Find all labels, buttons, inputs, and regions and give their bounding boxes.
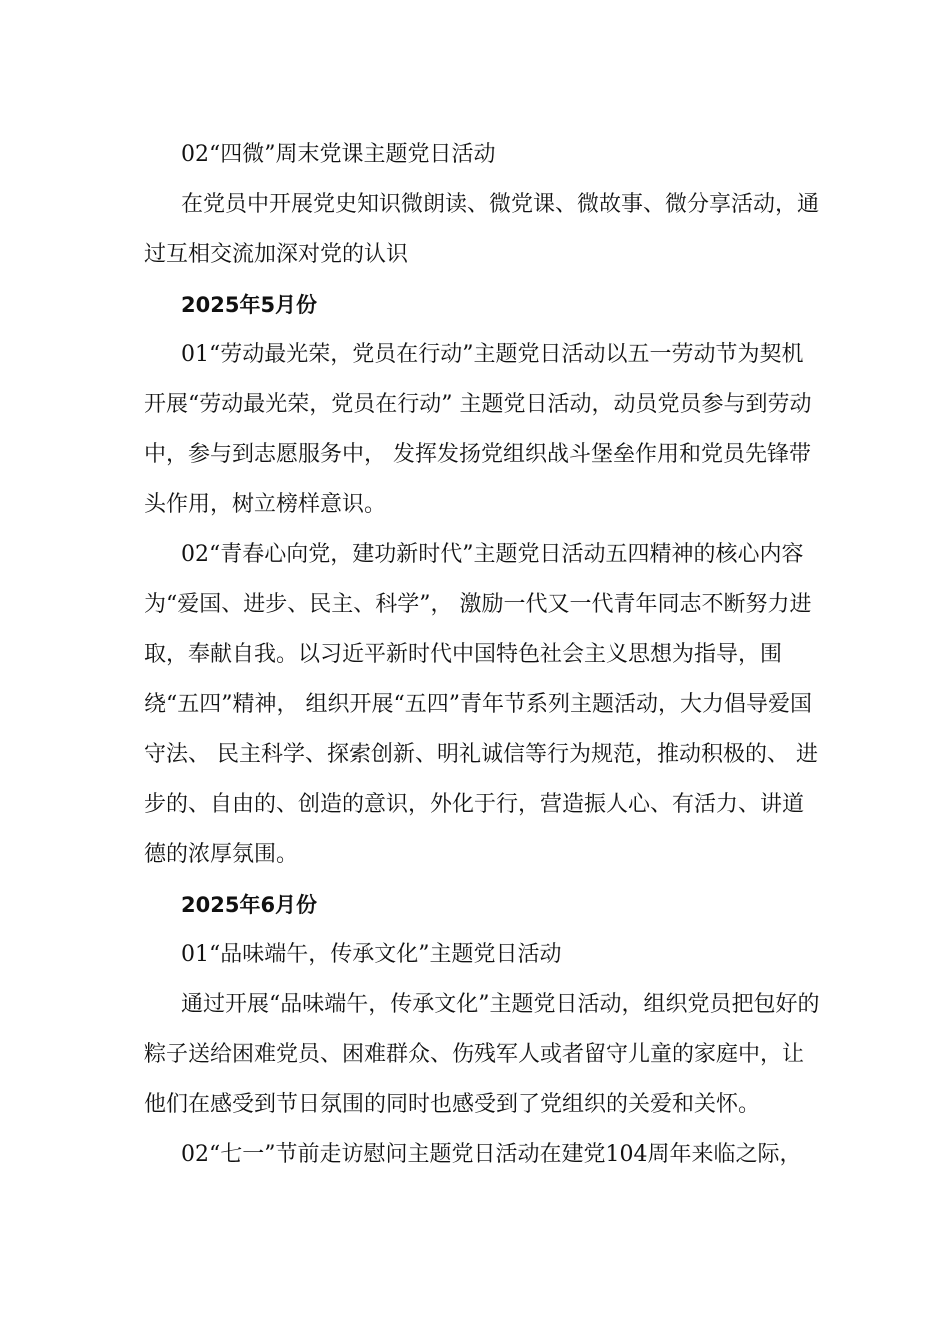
activity-description-dragon-boat: 通过开展“品味端午，传承文化”主题党日活动，组织党员把包好的粽子送给困难党员、困难群众、伤残军人或者留守儿童的家庭中，让他们在感受到节日氛围的同时也感受到了党组织的关爱和关怀。	[144, 992, 820, 1117]
activity-youth-day: 02“青春心向党，建功新时代”主题党日活动五四精神的核心内容为“爱国、进步、民主、科学”， 激励一代又一代青年同志不断努力进取，奉献自我。以习近平新时代中国特色社会主义思想为指导，围绕“五四”精神， 组织开展“五四”青年节系列主题活动，大力倡导爱国守法、 民主科学、探索创新、明礼诚信等行为规范，推动积极的、 进步的、自由的、创造的意识，外化于行，营造振人心、有活力、讲道德的浓厚氛围。	[144, 542, 818, 867]
activity-july-first-visit: 02“七一”节前走访慰问主题党日活动在建党104周年来临之际，	[181, 1142, 802, 1167]
activity-labor-day: 01“劳动最光荣，党员在行动”主题党日活动以五一劳动节为契机开展“劳动最光荣，党员在行动” 主题党日活动，动员党员参与到劳动中，参与到志愿服务中， 发挥发扬党组织战斗堡垒作用和党员先锋带头作用，树立榜样意识。	[144, 342, 812, 517]
month-heading-may: 2025年5月份	[181, 293, 318, 317]
activity-title-four-micro: 02“四微”周末党课主题党日活动	[181, 142, 496, 167]
month-heading-june: 2025年6月份	[181, 893, 318, 917]
activity-title-dragon-boat: 01“品味端午，传承文化”主题党日活动	[181, 942, 562, 967]
activity-description-four-micro: 在党员中开展党史知识微朗读、微党课、微故事、微分享活动，通过互相交流加深对党的认识	[144, 192, 820, 267]
document-body	[144, 130, 820, 1180]
